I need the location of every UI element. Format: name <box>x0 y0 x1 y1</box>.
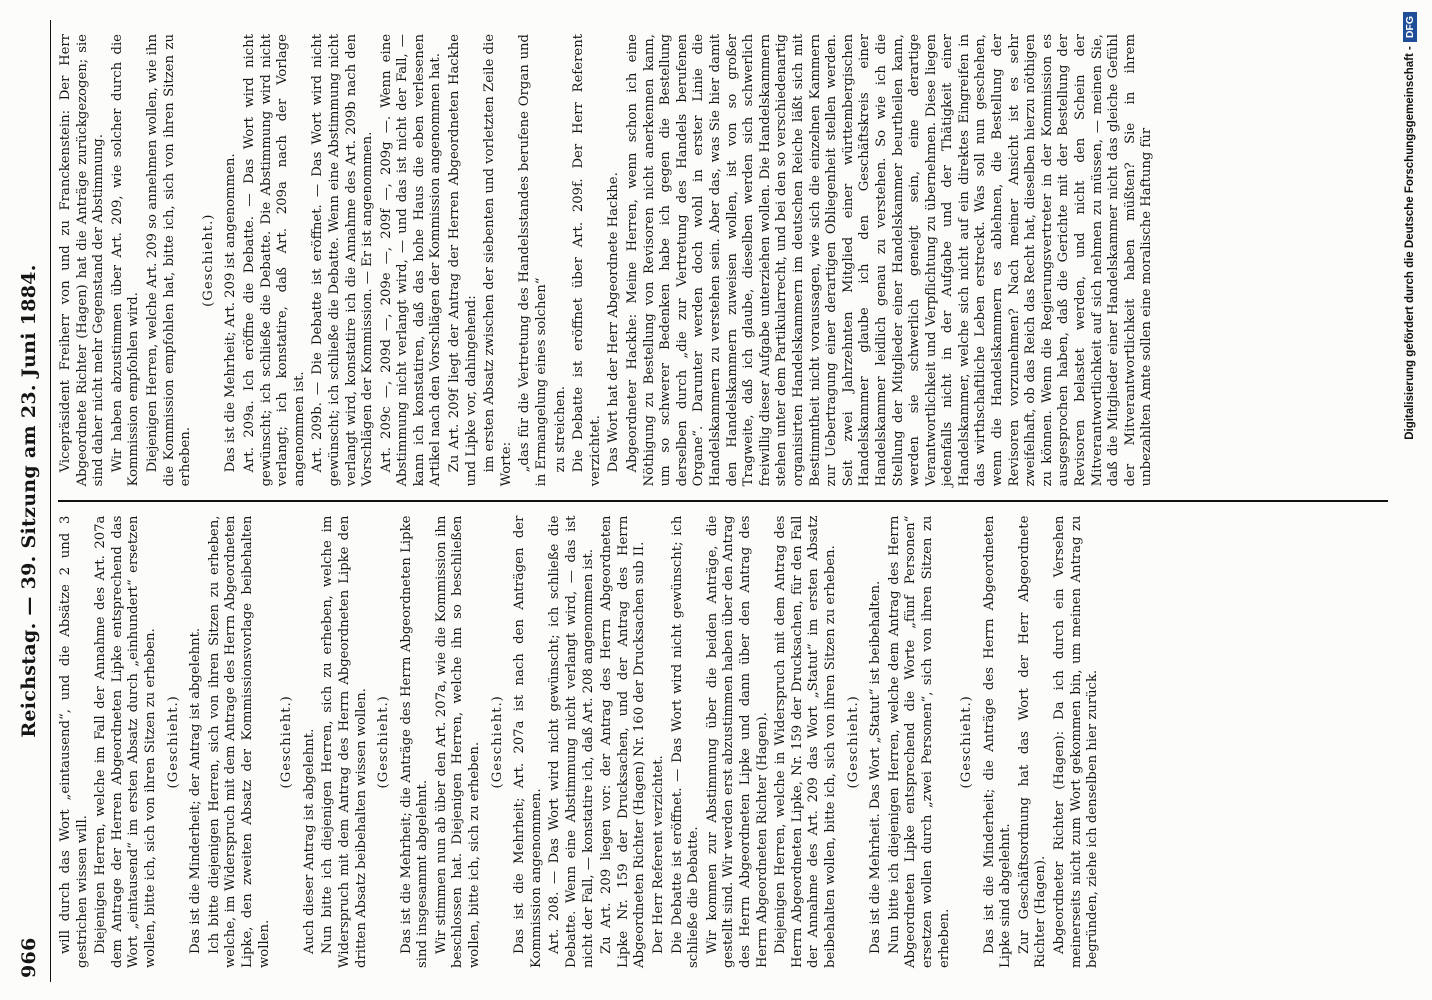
page-title: Reichstag. — 39. Sitzung am 23. Juni 1884. <box>18 264 40 738</box>
paragraph: Diejenigen Herren, welche im Fall der Annahme des Art. 207a dem Antrage der Herren Abgeordneten Lipke entsprechend das Wort „eintausend“ im ersten Absatz durch „einhundert“ ersetzen wollen, bitte ich, sich von ihren Sitzen zu erheben. <box>93 515 158 968</box>
paragraph: Das ist die Minderheit; der Antrag ist abgelehnt. <box>188 627 204 954</box>
footer-credit: Digitalisierung gefördert durch die Deutsche Forschungsgemeinschaft - <box>1404 46 1416 440</box>
right-column <box>58 20 1388 500</box>
paragraph: Wir kommen zur Abstimmung über die beiden Anträge, die gestellt sind. Wir werden erst abzustimmen haben über den Antrag des Herrn Abgeordneten Lipke und dann über den Antrag des Herrn Abgeordneten Richter (Hagen). <box>704 515 770 968</box>
paragraph: Das ist die Mehrheit; Art. 209 ist angenommen. <box>223 153 239 473</box>
paragraph: (Geschieht.) <box>845 695 861 789</box>
paragraph: will durch das Wort „eintausend“, und die Absätze 2 und 3 gestrichen wissen will. <box>58 515 90 968</box>
paragraph: (Geschieht.) <box>200 213 216 307</box>
paragraph: Art. 209c —, 209d —, 209e —, 209f —, 209g —. Wenn eine Abstimmung nicht verlangt wird, — und das ist nicht der Fall, — kann ich konstatiren, daß das hohe Haus die eben verlesenen Artikel nach den Vorschlägen der Kommission angenommen hat. <box>378 34 444 487</box>
paragraph: „das für die Vertretung des Handelsstandes berufene Organ und in Ermangelung eines solchen“ <box>517 34 550 487</box>
paragraph: Auch dieser Antrag ist abgelehnt. <box>301 728 317 954</box>
dfg-logo: DFG <box>1403 12 1417 42</box>
paragraph: Wir haben abzustimmen über Art. 209, wie solcher durch die Kommission empfohlen wird. <box>109 34 142 487</box>
page-number: 966 <box>18 937 40 978</box>
paragraph: Zu Art. 209f liegt der Antrag der Herren Abgeordneten Hackhe und Lipke vor, dahingehend: <box>447 34 479 487</box>
left-column <box>58 502 1388 982</box>
paragraph: (Geschieht.) <box>279 695 295 789</box>
paragraph: Abgeordneter Hackhe: Meine Herren, wenn schon ich eine Nöthigung zu Bestellung von Revisoren nicht anerkennen kann, um so schwerer Bedenken habe ich gegen die Bestellung derselben durch „die zur Vertretung des Handels berufenen Organe“. Darunter werden doch wohl in erster Linie die Handelskammern zu verstehen sein. Aber das, was Sie hier damit den Handelskammern zuweisen wollen, ist von so großer Tragweite, daß ich glaube, dieselben werden sich schwerlich freiwillig dieser Aufgabe unterziehen wollen. Die Handelskammern stehen unter dem Partikularrecht, und bei den so verschiedenartig organisirten Handelskammern im deutschen Reiche läßt sich mit Bestimmtheit nicht voraussagen, wie sich die einzelnen Kammern zur Uebertragung einer derartigen Obliegenheit stellen werden. Seit zwei Jahrzehnten Mitglied einer württembergischen Handelskammer glaube ich den Geschäftskreis einer Handelskammer leidlich genau zu verstehen. So wie ich die Stellung der Mitglieder einer Handelskammer beurtheilen kann, werden sie schwerlich geneigt sein, eine derartige Verantwortlichkeit und Verpflichtung zu übernehmen. Diese liegen jedenfalls nicht in der Aufgabe und der Thätigkeit einer Handelskammer, welche sich nicht auf ein direktes Eingreifen in das wirthschaftliche Leben erstreckt. Was soll nun geschehen, wenn die Handelskammern es ablehnen, die Bestellung der Revisoren vorzunehmen? Nach meiner Ansicht ist es sehr zweifelhaft, ob das Reich das Recht hat, dieselben hierzu nöthigen zu können. Wenn die Regierungsvertreter in der Kommission es ausgesprochen haben, daß die Gerichte mit der Bestellung der Revisoren belastet werden, und nicht den Schein der Mitverantwortlichkeit auf sich nehmen zu müssen, — meinen Sie, daß die Mitglieder einer Handelskammer nicht das gleiche Gefühl der Mitverantwortlichkeit haben müßten? Sie in ihrem unbezahlten Amte sollen eine moralische Haftung für <box>625 34 1155 487</box>
paragraph: (Geschieht.) <box>489 695 505 789</box>
paragraph: Diejenigen Herren, welche Art. 209 so annehmen wollen, wie ihn die Kommission empfohlen hat, bitte ich, sich von ihren Sitzen zu erheben. <box>144 34 194 487</box>
paragraph: Das Wort hat der Herr Abgeordnete Hackhe. <box>606 172 622 473</box>
paragraph: Ich bitte diejenigen Herren, sich von ihren Sitzen zu erheben, welche, im Widerspruch mit dem Antrage des Herrn Abgeordneten Lipke, den zweiten Absatz der Kommissionsvorlage beibehalten wollen. <box>206 515 272 968</box>
running-header <box>18 20 51 982</box>
paragraph: Zu Art. 209 liegen vor: der Antrag des Herrn Abgeordneten Lipke Nr. 159 der Drucksachen, und der Antrag des Herrn Abgeordneten Richter (Hagen) Nr. 160 der Drucksachen sub II. <box>599 515 648 968</box>
paragraph: Das ist die Mehrheit; Art. 207a ist nach den Anträgen der Kommission angenommen. <box>512 515 544 968</box>
paragraph: Art. 209a. Ich eröffne die Debatte. — Das Wort wird nicht gewünscht; ich schließe die Debatte. Die Abstimmung wird nicht verlangt; ich konstatire, daß Art. 209a nach der Vorlage angenommen ist. <box>241 34 307 487</box>
paragraph: Die Debatte ist eröffnet. — Das Wort wird nicht gewünscht; ich schließe die Debatte. <box>669 515 702 968</box>
paragraph: Zur Geschäftsordnung hat das Wort der Herr Abgeordnete Richter (Hagen). <box>1016 515 1049 968</box>
paragraph: Das ist die Minderheit; die Anträge des Herrn Abgeordneten Lipke sind abgelehnt. <box>981 515 1014 968</box>
paragraph: Die Debatte ist eröffnet über Art. 209f. Der Herr Referent verzichtet. <box>571 34 603 487</box>
paragraph: (Geschieht.) <box>959 695 975 789</box>
paragraph: Vicepräsident Freiherr von und zu Franckenstein: Der Herr Abgeordnete Richter (Hagen) hat die Anträge zurückgezogen; sie sind daher nicht mehr Gegenstand der Abstimmung. <box>58 34 107 487</box>
paragraph: Der Herr Referent verzichtet. <box>651 755 666 954</box>
paragraph: Abgeordneter Richter (Hagen): Da ich durch ein Versehen meinerseits nicht zum Wort gekommen bin, um meinen Antrag zu begründen, ziehe ich denselben hier zurück. <box>1052 515 1101 968</box>
paragraph: Das ist die Mehrheit; die Anträge des Herrn Abgeordneten Lipke sind insgesammt abgelehnt. <box>398 515 431 968</box>
paragraph: (Geschieht.) <box>165 695 181 789</box>
paragraph: zu streichen. <box>552 386 568 473</box>
digitization-footer <box>1395 0 1425 1000</box>
page-content <box>18 20 1388 982</box>
paragraph: Nun bitte ich diejenigen Herren, sich zu erheben, welche im Widerspruch mit dem Antrag des Herrn Abgeordneten Lipke den dritten Absatz beibehalten wissen wollen. <box>320 515 369 968</box>
column-divider <box>58 500 1388 501</box>
paragraph: Wir stimmen nun ab über den Art. 207a, wie die Kommission ihn beschlossen hat. Diejenigen Herren, welche ihn so beschließen wollen, bitte ich, sich zu erheben. <box>433 515 483 968</box>
paragraph: (Geschieht.) <box>376 695 392 789</box>
paragraph: Art. 208. — Das Wort wird nicht gewünscht; ich schließe die Debatte. Wenn eine Abstimmung nicht verlangt wird, — das ist nicht der Fall, — konstatire ich, daß Art. 208 angenommen ist. <box>547 515 596 968</box>
text-columns <box>58 20 1388 982</box>
paragraph: Art. 209b. — Die Debatte ist eröffnet. — Das Wort wird nicht gewünscht; ich schließe die Debatte. Wenn eine Abstimmung nicht verlangt wird, konstatire ich die Annahme des Art. 209b nach den Vorschlägen der Kommission. — Er ist angenommen. <box>310 34 376 487</box>
paragraph: Nun bitte ich diejenigen Herren, welche dem Antrag des Herrn Abgeordneten Lipke entsprechend die Worte „fünf Personen“ ersetzen wollen durch „zwei Personen“, sich von ihren Sitzen zu erheben. <box>886 515 952 968</box>
paragraph: im ersten Absatz zwischen der siebenten und vorletzten Zeile die Worte: <box>482 34 514 487</box>
paragraph: Das ist die Mehrheit. Das Wort „Statut“ ist beibehalten. <box>868 580 884 954</box>
paragraph: Diejenigen Herren, welche in Widerspruch mit dem Antrag des Herrn Abgeordneten Lipke, Nr. 159 der Drucksachen, für den Fall der Annahme des Art. 209 das Wort „Statut“ im ersten Absatz beibehalten wollen, bitte ich, sich von ihren Sitzen zu erheben. <box>773 515 838 968</box>
